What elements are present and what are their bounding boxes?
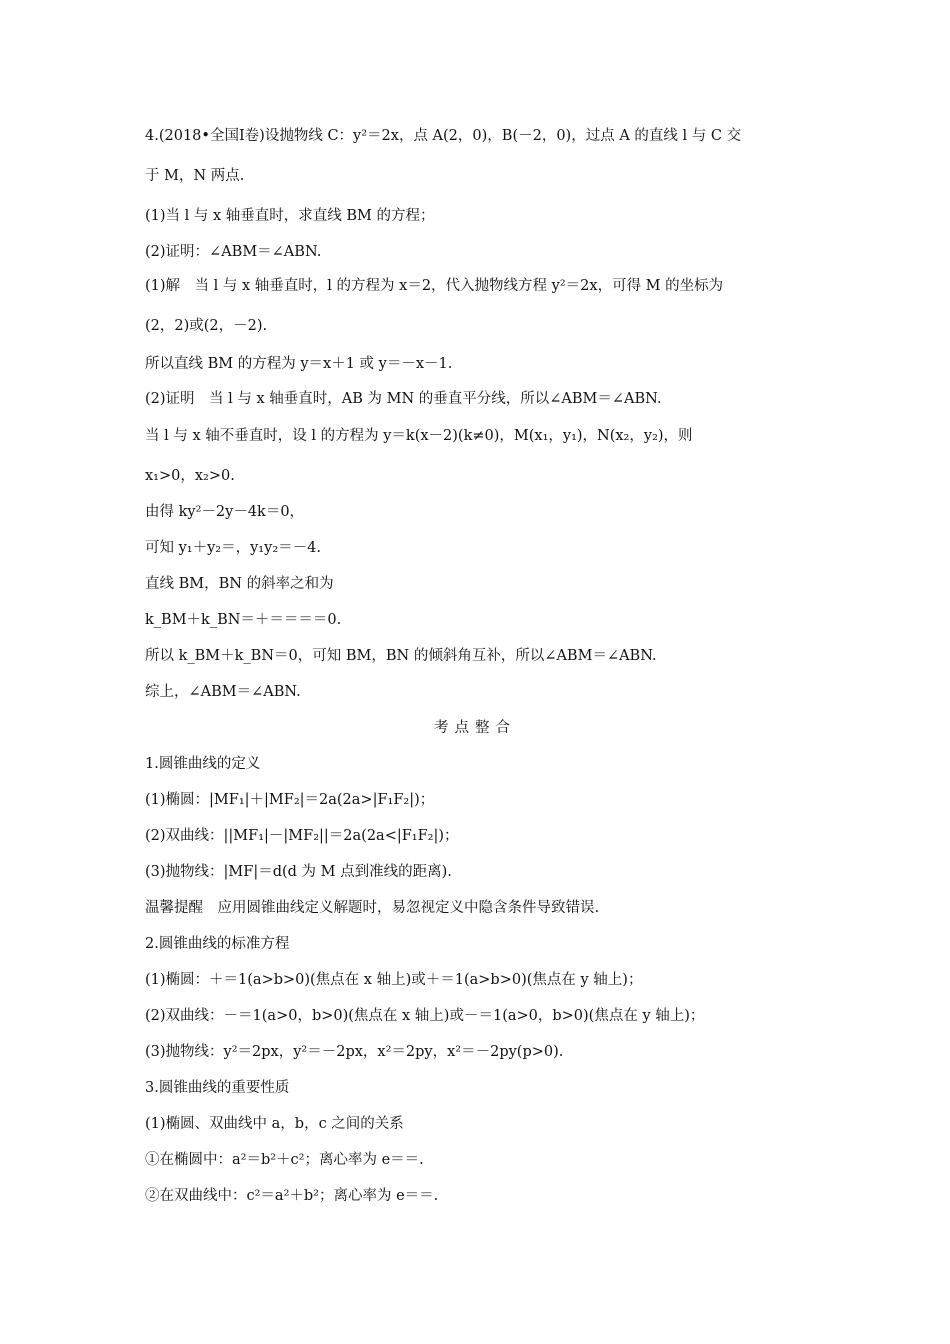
summary-tip: 温馨提醒 应用圆锥曲线定义解题时，易忽视定义中隐含条件导致错误. xyxy=(145,900,600,916)
problem-statement-line-2: 于 M，N 两点. xyxy=(145,168,245,184)
solution-part-1-line-3: 所以直线 BM 的方程为 y＝x＋1 或 y＝－x－1. xyxy=(145,356,453,372)
solution-part-2-line-8: 所以 k_BM＋k_BN＝0，可知 BM，BN 的倾斜角互补，所以∠ABM＝∠ABN. xyxy=(145,648,657,664)
summary-item-ellipse-eccentricity: ①在椭圆中：a²＝b²＋c²；离心率为 e＝＝. xyxy=(145,1152,424,1168)
summary-heading-2: 2.圆锥曲线的标准方程 xyxy=(145,936,290,952)
summary-item-parabola-definition: (3)抛物线：|MF|＝d(d 为 M 点到准线的距离). xyxy=(145,864,452,880)
summary-item-hyperbola-definition: (2)双曲线：||MF₁|－|MF₂||＝2a(2a<|F₁F₂|)； xyxy=(145,828,459,844)
problem-part-1: (1)当 l 与 x 轴垂直时，求直线 BM 的方程； xyxy=(145,208,435,224)
solution-part-2-line-1: (2)证明 当 l 与 x 轴垂直时，AB 为 MN 的垂直平分线，所以∠ABM＝∠ABN. xyxy=(145,391,662,407)
solution-conclusion: 综上，∠ABM＝∠ABN. xyxy=(145,684,301,700)
summary-item-hyperbola-equation: (2)双曲线：－＝1(a>0，b>0)(焦点在 x 轴上)或－＝1(a>0，b>0)(焦点在 y 轴上)； xyxy=(145,1008,705,1024)
problem-statement-line-1: 4.(2018•全国Ⅰ卷)设抛物线 C：y²＝2x，点 A(2，0)，B(－2，0)，过点 A 的直线 l 与 C 交 xyxy=(145,128,742,144)
solution-part-2-line-7: k_BM＋k_BN＝＋＝＝＝＝0. xyxy=(145,612,342,628)
solution-part-2-line-3: x₁>0，x₂>0. xyxy=(145,468,235,484)
summary-item-ellipse-equation: (1)椭圆：＋＝1(a>b>0)(焦点在 x 轴上)或＋＝1(a>b>0)(焦点在 y 轴上)； xyxy=(145,972,643,988)
summary-item-parabola-equation: (3)抛物线：y²＝2px，y²＝－2px，x²＝2py，x²＝－2py(p>0). xyxy=(145,1044,564,1060)
summary-heading-3: 3.圆锥曲线的重要性质 xyxy=(145,1080,290,1096)
summary-item-hyperbola-eccentricity: ②在双曲线中：c²＝a²＋b²；离心率为 e＝＝. xyxy=(145,1188,439,1204)
summary-heading-1: 1.圆锥曲线的定义 xyxy=(145,756,261,772)
problem-part-2: (2)证明：∠ABM＝∠ABN. xyxy=(145,244,322,260)
solution-part-1-line-2: (2，2)或(2，－2). xyxy=(145,318,268,334)
section-title: 考点整合 xyxy=(434,720,516,736)
solution-part-2-line-4: 由得 ky²－2y－4k＝0， xyxy=(145,504,305,520)
solution-part-1-line-1: (1)解 当 l 与 x 轴垂直时，l 的方程为 x＝2，代入抛物线方程 y²＝2x，可得 M 的坐标为 xyxy=(145,278,724,294)
solution-part-2-line-6: 直线 BM，BN 的斜率之和为 xyxy=(145,576,334,592)
solution-part-2-line-5: 可知 y₁＋y₂＝，y₁y₂＝－4. xyxy=(145,540,321,556)
solution-part-2-line-2: 当 l 与 x 轴不垂直时，设 l 的方程为 y＝k(x－2)(k≠0)，M(x₁，y₁)，N(x₂，y₂)，则 xyxy=(145,428,693,444)
summary-item-ellipse-definition: (1)椭圆：|MF₁|＋|MF₂|＝2a(2a>|F₁F₂|)； xyxy=(145,792,435,808)
summary-item-abc-relation: (1)椭圆、双曲线中 a，b，c 之间的关系 xyxy=(145,1116,404,1132)
